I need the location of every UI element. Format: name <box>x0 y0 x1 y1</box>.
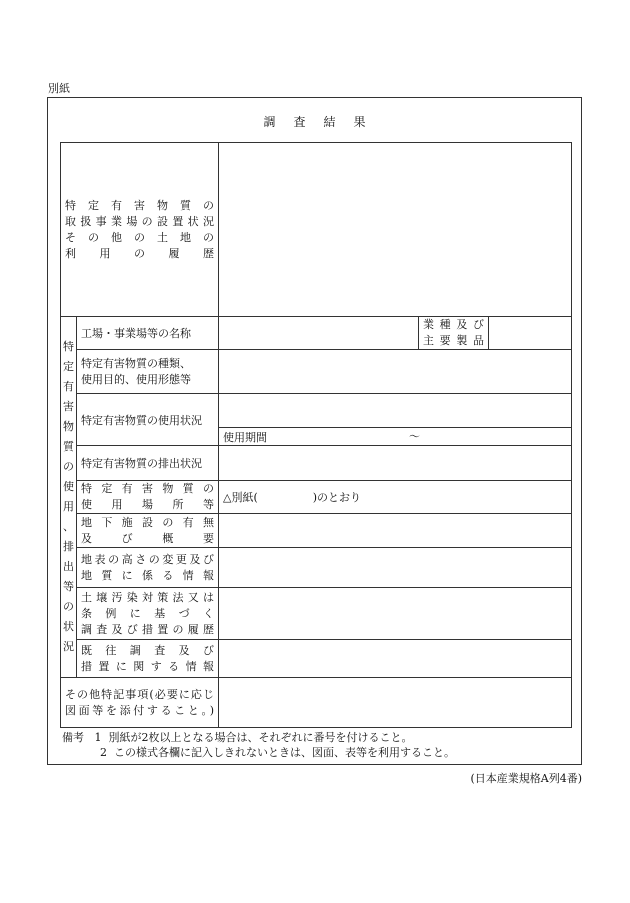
survey-history-field[interactable] <box>219 588 572 640</box>
substance-type-row <box>61 350 572 394</box>
side-char: 物 <box>63 420 74 433</box>
underground-line: 及び概要 <box>81 531 214 545</box>
past-survey-row <box>61 640 572 678</box>
survey-history-line: 条例に基づく <box>81 606 214 620</box>
note-item <box>62 745 455 760</box>
industry-label-line: 業種及び <box>423 318 484 331</box>
history-value-cell[interactable] <box>219 143 572 317</box>
discharge-field[interactable] <box>219 446 572 481</box>
usage-place-field[interactable]: △別紙( )のとおり <box>219 481 572 514</box>
side-char: の <box>63 460 74 473</box>
other-notes-row <box>61 678 572 728</box>
side-char: 排 <box>63 540 74 553</box>
substance-type-label <box>77 350 219 394</box>
history-label-line: 特定有害物質の <box>65 198 214 212</box>
side-char: 等 <box>63 580 74 593</box>
side-char: 、 <box>63 520 74 533</box>
paper-standard-note: (日本産業規格A列4番) <box>470 772 582 785</box>
industry-field[interactable] <box>489 317 572 350</box>
side-char: 害 <box>63 400 74 413</box>
note-text: この様式各欄に記入しきれないときは、図面、表等を利用すること。 <box>114 746 455 759</box>
ground-change-field[interactable] <box>219 548 572 588</box>
usage-place-line: 使用場所等 <box>81 498 214 511</box>
side-label <box>61 317 77 678</box>
ground-change-label <box>77 548 219 588</box>
usage-status-label: 特定有害物質の使用状況 <box>77 394 219 446</box>
usage-place-label <box>77 481 219 514</box>
other-notes-label <box>61 678 219 728</box>
other-notes-field[interactable] <box>219 678 572 728</box>
side-char: 質 <box>63 440 74 453</box>
usage-period-label: 使用期間 <box>223 430 267 444</box>
past-survey-label <box>77 640 219 678</box>
side-char: 有 <box>63 380 74 393</box>
factory-name-field[interactable] <box>219 317 419 350</box>
substance-type-line: 使用目的、使用形態等 <box>81 372 191 386</box>
history-label-line: 取扱事業場の設置状況 <box>65 214 214 228</box>
industry-label <box>419 317 489 350</box>
other-notes-line: 図面等を添付すること。) <box>65 703 214 717</box>
factory-name-label: 工場・事業場等の名称 <box>77 317 219 350</box>
usage-place-line: 特定有害物質の <box>81 482 214 495</box>
side-char: 用 <box>63 500 74 513</box>
side-char: 況 <box>63 640 74 653</box>
usage-status-row <box>61 394 572 428</box>
appendix-label: 別紙 <box>48 82 70 95</box>
substance-type-line: 特定有害物質の種類、 <box>81 356 191 370</box>
discharge-label: 特定有害物質の排出状況 <box>77 446 219 481</box>
form-title: 調査結果 <box>263 115 384 129</box>
note-text: 別紙が2枚以上となる場合は、それぞれに番号を付けること。 <box>108 731 413 744</box>
side-char: 特 <box>63 340 74 353</box>
side-char: 定 <box>63 360 74 373</box>
past-survey-field[interactable] <box>219 640 572 678</box>
usage-status-field[interactable] <box>219 394 572 428</box>
note-number: 2 <box>100 746 107 759</box>
usage-period-separator: ～ <box>409 430 420 443</box>
ground-change-row <box>61 548 572 588</box>
industry-label-line: 主要製品 <box>423 334 484 347</box>
past-survey-line: 既往調査及び <box>81 643 214 657</box>
note-item <box>62 730 455 745</box>
usage-place-row <box>61 481 572 514</box>
notes-heading: 備考 <box>62 731 84 744</box>
side-char: 出 <box>63 560 74 573</box>
history-label <box>61 143 219 317</box>
history-row <box>61 143 572 317</box>
underground-line: 地下施設の有無 <box>81 515 214 529</box>
survey-history-line: 調査及び措置の履歴 <box>81 622 214 636</box>
underground-label <box>77 514 219 548</box>
side-char: の <box>63 600 74 613</box>
substance-type-field[interactable] <box>219 350 572 394</box>
factory-row <box>61 317 572 350</box>
side-char: 使 <box>63 480 74 493</box>
side-char: 状 <box>63 620 74 633</box>
ground-change-line: 地表の高さの変更及び <box>81 552 214 566</box>
discharge-row <box>61 446 572 481</box>
underground-row <box>61 514 572 548</box>
notes <box>62 730 455 760</box>
survey-history-row <box>61 588 572 640</box>
survey-history-line: 土壌汚染対策法又は <box>81 590 214 604</box>
survey-history-label <box>77 588 219 640</box>
survey-result-table <box>60 142 572 728</box>
past-survey-line: 措置に関する情報 <box>81 659 214 673</box>
note-number: 1 <box>94 731 102 744</box>
ground-change-line: 地質に係る情報 <box>81 568 214 582</box>
history-label-line: 利用の履歴 <box>65 246 214 260</box>
usage-period-field[interactable] <box>219 428 572 446</box>
underground-field[interactable] <box>219 514 572 548</box>
other-notes-line: その他特記事項(必要に応じ <box>65 687 214 701</box>
history-label-line: その他の土地の <box>65 230 214 244</box>
